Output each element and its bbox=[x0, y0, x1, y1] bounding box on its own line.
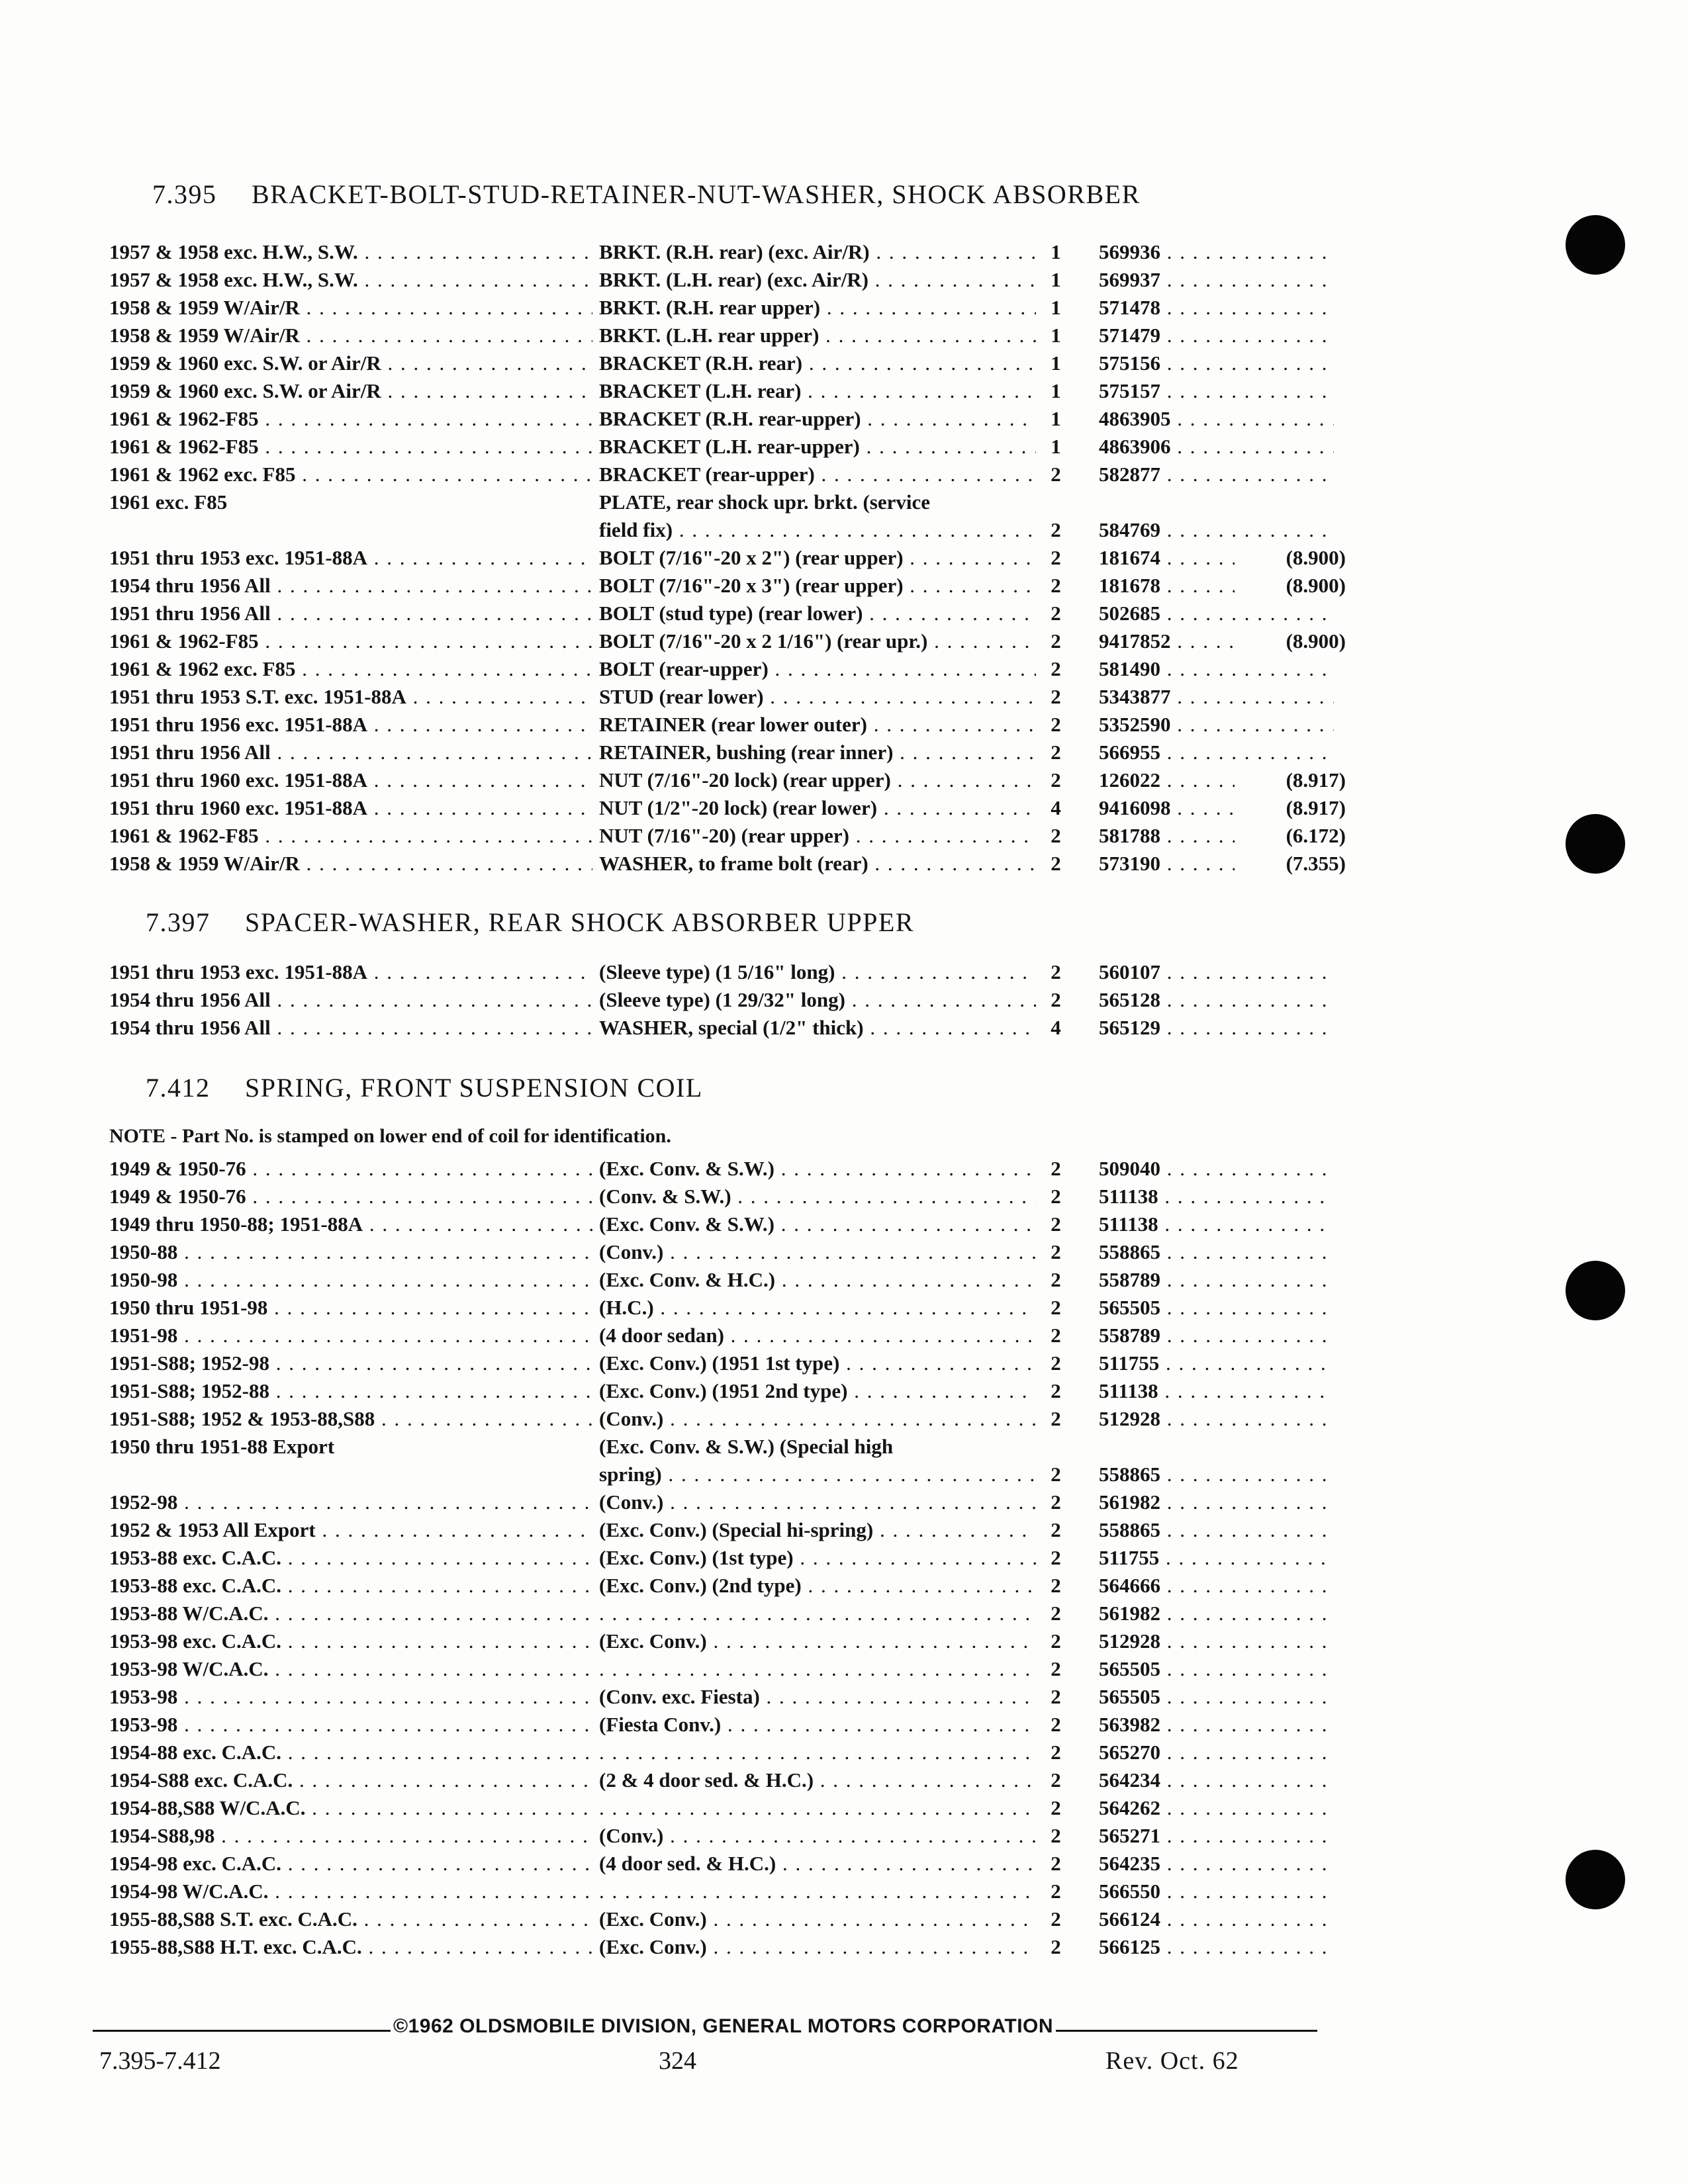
description-cell: (Exc. Conv.) . . . bbox=[599, 1933, 1036, 1961]
section-title: SPRING, FRONT SUSPENSION COIL bbox=[245, 1073, 703, 1103]
model-cell: 1953-88 exc. C.A.C. . . . bbox=[109, 1544, 592, 1572]
quantity-cell: 2 bbox=[1051, 1212, 1061, 1236]
description-cell: RETAINER (rear lower outer) . . . bbox=[599, 711, 1036, 739]
parts-row bbox=[109, 1461, 1340, 1488]
part-number-cell: 560107 . . . bbox=[1099, 958, 1334, 986]
parts-row bbox=[109, 1544, 1340, 1572]
quantity-cell: 2 bbox=[1051, 629, 1061, 653]
quantity-cell: 2 bbox=[1051, 824, 1061, 847]
quantity-cell: 2 bbox=[1051, 1185, 1061, 1208]
part-number-cell: 571479 . . . bbox=[1099, 322, 1334, 349]
section-note: NOTE - Part No. is stamped on lower end of coil for identification. bbox=[109, 1125, 671, 1147]
description-cell: (H.C.) . . . bbox=[599, 1294, 1036, 1322]
parts-row bbox=[109, 1322, 1340, 1349]
model-cell: 1961 & 1962 exc. F85 . . . bbox=[109, 655, 592, 683]
parts-row bbox=[109, 1905, 1340, 1933]
quantity-cell: 2 bbox=[1051, 1824, 1061, 1847]
description-cell: NUT (7/16"-20) (rear upper) . . . bbox=[599, 822, 1036, 850]
quantity-cell: 2 bbox=[1051, 741, 1061, 764]
part-number-cell: 558865 . . . bbox=[1099, 1238, 1334, 1266]
section-heading-7395 bbox=[152, 179, 1141, 210]
description-cell: BOLT (stud type) (rear lower) . . . bbox=[599, 600, 1036, 627]
parts-row bbox=[109, 1349, 1340, 1377]
description-cell: BOLT (7/16"-20 x 2 1/16") (rear upr.) . . . bbox=[599, 627, 1036, 655]
part-number-cell: 566955 . . . bbox=[1099, 739, 1334, 766]
quantity-cell: 4 bbox=[1051, 796, 1061, 819]
description-cell bbox=[599, 1794, 1036, 1822]
model-cell: 1951 thru 1956 All . . . bbox=[109, 739, 592, 766]
parts-row bbox=[109, 1433, 1340, 1461]
section-heading-7397 bbox=[146, 907, 914, 938]
description-cell: (Sleeve type) (1 29/32" long) . . . bbox=[599, 986, 1036, 1014]
model-cell: 1949 thru 1950-88; 1951-88A . . . bbox=[109, 1210, 592, 1238]
description-cell: (Exc. Conv. & S.W.) . . . bbox=[599, 1210, 1036, 1238]
part-number-cell: 569936 . . . bbox=[1099, 238, 1334, 266]
punch-hole-2 bbox=[1566, 814, 1625, 874]
description-cell: field fix) . . . bbox=[599, 516, 1036, 544]
description-cell: RETAINER, bushing (rear inner) . . . bbox=[599, 739, 1036, 766]
model-cell: 1953-88 W/C.A.C. . . . bbox=[109, 1600, 592, 1627]
quantity-cell: 2 bbox=[1051, 1518, 1061, 1541]
reference-cell: (8.900) bbox=[1235, 572, 1346, 600]
description-cell: (Exc. Conv. & S.W.) (Special high bbox=[599, 1435, 894, 1458]
reference-cell: (7.355) bbox=[1235, 850, 1346, 878]
quantity-cell: 1 bbox=[1051, 379, 1061, 402]
description-cell: (Sleeve type) (1 5/16" long) . . . bbox=[599, 958, 1036, 986]
parts-row bbox=[109, 377, 1340, 405]
model-cell: 1961 & 1962 exc. F85 . . . bbox=[109, 461, 592, 488]
model-cell: 1955-88,S88 S.T. exc. C.A.C. . . . bbox=[109, 1905, 592, 1933]
part-number-cell: 558789 . . . bbox=[1099, 1266, 1334, 1294]
part-number-cell: 181674 . . . bbox=[1099, 544, 1334, 572]
model-cell: 1957 & 1958 exc. H.W., S.W. . . . bbox=[109, 238, 592, 266]
quantity-cell: 2 bbox=[1051, 988, 1061, 1011]
model-cell: 1954-S88 exc. C.A.C. . . . bbox=[109, 1766, 592, 1794]
description-cell: (Conv.) . . . bbox=[599, 1238, 1036, 1266]
description-cell: BRACKET (L.H. rear-upper) . . . bbox=[599, 433, 1036, 461]
parts-row bbox=[109, 655, 1340, 683]
parts-row bbox=[109, 238, 1340, 266]
quantity-cell: 2 bbox=[1051, 574, 1061, 597]
part-number-cell: 564262 . . . bbox=[1099, 1794, 1334, 1822]
description-cell: BRACKET (rear-upper) . . . bbox=[599, 461, 1036, 488]
quantity-cell: 1 bbox=[1051, 296, 1061, 319]
part-number-cell: 4863905 . . . bbox=[1099, 405, 1334, 433]
description-cell bbox=[599, 1600, 1036, 1627]
quantity-cell: 2 bbox=[1051, 1296, 1061, 1319]
part-number-cell: 573190 . . . bbox=[1099, 850, 1334, 878]
quantity-cell: 2 bbox=[1051, 1407, 1061, 1430]
description-cell: NUT (7/16"-20 lock) (rear upper) . . . bbox=[599, 766, 1036, 794]
section-number: 7.412 bbox=[146, 1073, 211, 1103]
part-number-cell: 565128 . . . bbox=[1099, 986, 1334, 1014]
part-number-cell: 511755 . . . bbox=[1099, 1544, 1334, 1572]
model-cell: 1953-88 exc. C.A.C. . . . bbox=[109, 1572, 592, 1600]
section-heading-7412 bbox=[146, 1072, 703, 1103]
description-cell: (Exc. Conv. & H.C.) . . . bbox=[599, 1266, 1036, 1294]
quantity-cell: 2 bbox=[1051, 1602, 1061, 1625]
quantity-cell: 2 bbox=[1051, 960, 1061, 983]
footer-rule-left bbox=[93, 2030, 397, 2032]
description-cell: (Exc. Conv.) (1951 2nd type) . . . bbox=[599, 1377, 1036, 1405]
quantity-cell: 2 bbox=[1051, 1490, 1061, 1514]
quantity-cell: 2 bbox=[1051, 1629, 1061, 1653]
model-cell: 1953-98 . . . bbox=[109, 1711, 592, 1739]
parts-row bbox=[109, 488, 1340, 516]
model-cell: 1950 thru 1951-88 Export bbox=[109, 1435, 335, 1458]
description-cell: WASHER, to frame bolt (rear) . . . bbox=[599, 850, 1036, 878]
description-cell: BOLT (7/16"-20 x 2") (rear upper) . . . bbox=[599, 544, 1036, 572]
section-number: 7.395 bbox=[152, 179, 217, 209]
model-cell: 1961 & 1962-F85 . . . bbox=[109, 433, 592, 461]
parts-row bbox=[109, 516, 1340, 544]
quantity-cell: 1 bbox=[1051, 324, 1061, 347]
description-cell: (Exc. Conv.) (1st type) . . . bbox=[599, 1544, 1036, 1572]
part-number-cell: 566550 . . . bbox=[1099, 1878, 1334, 1905]
part-number-cell: 558789 . . . bbox=[1099, 1322, 1334, 1349]
quantity-cell: 2 bbox=[1051, 602, 1061, 625]
footer-page-number: 324 bbox=[659, 2047, 696, 2075]
model-cell: 1955-88,S88 H.T. exc. C.A.C. . . . bbox=[109, 1933, 592, 1961]
parts-row bbox=[109, 405, 1340, 433]
model-cell: 1954 thru 1956 All . . . bbox=[109, 986, 592, 1014]
model-cell: 1951 thru 1953 exc. 1951-88A . . . bbox=[109, 958, 592, 986]
parts-row bbox=[109, 433, 1340, 461]
punch-hole-4 bbox=[1566, 1850, 1625, 1909]
parts-row bbox=[109, 1014, 1340, 1042]
description-cell: (Exc. Conv. & S.W.) . . . bbox=[599, 1155, 1036, 1183]
reference-cell: (6.172) bbox=[1235, 822, 1346, 850]
parts-row bbox=[109, 1600, 1340, 1627]
model-cell: 1951 thru 1960 exc. 1951-88A . . . bbox=[109, 766, 592, 794]
quantity-cell: 1 bbox=[1051, 435, 1061, 458]
description-cell: STUD (rear lower) . . . bbox=[599, 683, 1036, 711]
quantity-cell: 2 bbox=[1051, 1379, 1061, 1402]
parts-row bbox=[109, 1766, 1340, 1794]
parts-row bbox=[109, 986, 1340, 1014]
parts-row bbox=[109, 683, 1340, 711]
parts-row bbox=[109, 1488, 1340, 1516]
parts-row bbox=[109, 1516, 1340, 1544]
model-cell: 1950-98 . . . bbox=[109, 1266, 592, 1294]
parts-row bbox=[109, 544, 1346, 572]
parts-row bbox=[109, 1822, 1340, 1850]
reference-cell: (8.917) bbox=[1235, 794, 1346, 822]
model-cell: 1961 & 1962-F85 . . . bbox=[109, 405, 592, 433]
model-cell: 1961 & 1962-F85 . . . bbox=[109, 822, 592, 850]
parts-row bbox=[109, 1850, 1340, 1878]
quantity-cell: 2 bbox=[1051, 1157, 1061, 1180]
quantity-cell: 2 bbox=[1051, 1324, 1061, 1347]
model-cell: 1951 thru 1956 exc. 1951-88A . . . bbox=[109, 711, 592, 739]
part-number-cell: 565270 . . . bbox=[1099, 1739, 1334, 1766]
description-cell: (Exc. Conv.) (1951 1st type) . . . bbox=[599, 1349, 1036, 1377]
part-number-cell: 565505 . . . bbox=[1099, 1655, 1334, 1683]
reference-cell: (8.900) bbox=[1235, 627, 1346, 655]
quantity-cell: 2 bbox=[1051, 1240, 1061, 1263]
quantity-cell: 2 bbox=[1051, 1852, 1061, 1875]
quantity-cell: 2 bbox=[1051, 1268, 1061, 1291]
model-cell: 1959 & 1960 exc. S.W. or Air/R . . . bbox=[109, 377, 592, 405]
part-number-cell: 575157 . . . bbox=[1099, 377, 1334, 405]
parts-row bbox=[109, 1683, 1340, 1711]
description-cell: PLATE, rear shock upr. brkt. (service bbox=[599, 490, 931, 514]
model-cell: 1954 thru 1956 All . . . bbox=[109, 1014, 592, 1042]
model-cell: 1953-98 exc. C.A.C. . . . bbox=[109, 1627, 592, 1655]
part-number-cell: 511138 . . . bbox=[1099, 1210, 1334, 1238]
section-number: 7.397 bbox=[146, 907, 211, 937]
part-number-cell: 566125 . . . bbox=[1099, 1933, 1334, 1961]
description-cell: (Exc. Conv.) . . . bbox=[599, 1905, 1036, 1933]
punch-hole-3 bbox=[1566, 1261, 1625, 1320]
quantity-cell: 2 bbox=[1051, 685, 1061, 708]
parts-row bbox=[109, 627, 1346, 655]
description-cell: (Conv. & S.W.) . . . bbox=[599, 1183, 1036, 1210]
description-cell: BRKT. (L.H. rear) (exc. Air/R) . . . bbox=[599, 266, 1036, 294]
section-rows-7395 bbox=[109, 238, 1346, 878]
model-cell: 1958 & 1959 W/Air/R . . . bbox=[109, 294, 592, 322]
part-number-cell: 5343877 . . . bbox=[1099, 683, 1334, 711]
part-number-cell: 584769 . . . bbox=[1099, 516, 1334, 544]
part-number-cell: 502685 . . . bbox=[1099, 600, 1334, 627]
description-cell: BRKT. (R.H. rear) (exc. Air/R) . . . bbox=[599, 238, 1036, 266]
model-cell: 1949 & 1950-76 . . . bbox=[109, 1183, 592, 1210]
description-cell: BRKT. (R.H. rear upper) . . . bbox=[599, 294, 1036, 322]
part-number-cell: 511138 . . . bbox=[1099, 1377, 1334, 1405]
parts-row bbox=[109, 1183, 1340, 1210]
parts-row bbox=[109, 1238, 1340, 1266]
part-number-cell: 5352590 . . . bbox=[1099, 711, 1334, 739]
quantity-cell: 2 bbox=[1051, 546, 1061, 569]
description-cell: (Fiesta Conv.) . . . bbox=[599, 1711, 1036, 1739]
part-number-cell: 512928 . . . bbox=[1099, 1627, 1334, 1655]
punch-hole-1 bbox=[1566, 215, 1625, 275]
quantity-cell: 2 bbox=[1051, 1351, 1061, 1375]
description-cell: BRACKET (R.H. rear) . . . bbox=[599, 349, 1036, 377]
description-cell: WASHER, special (1/2" thick) . . . bbox=[599, 1014, 1036, 1042]
part-number-cell: 582877 . . . bbox=[1099, 461, 1334, 488]
part-number-cell: 565129 . . . bbox=[1099, 1014, 1334, 1042]
parts-row bbox=[109, 1572, 1340, 1600]
parts-row bbox=[109, 322, 1340, 349]
quantity-cell: 2 bbox=[1051, 713, 1061, 736]
part-number-cell: 564235 . . . bbox=[1099, 1850, 1334, 1878]
quantity-cell: 2 bbox=[1051, 1574, 1061, 1597]
part-number-cell: 565505 . . . bbox=[1099, 1294, 1334, 1322]
description-cell bbox=[599, 1655, 1036, 1683]
footer-section-range: 7.395-7.412 bbox=[99, 2047, 221, 2075]
quantity-cell: 2 bbox=[1051, 1546, 1061, 1569]
quantity-cell: 2 bbox=[1051, 1463, 1061, 1486]
quantity-cell: 2 bbox=[1051, 1935, 1061, 1958]
parts-row bbox=[109, 572, 1346, 600]
parts-row bbox=[109, 958, 1340, 986]
description-cell: BRKT. (L.H. rear upper) . . . bbox=[599, 322, 1036, 349]
description-cell: (Conv.) . . . bbox=[599, 1822, 1036, 1850]
parts-row bbox=[109, 1155, 1340, 1183]
quantity-cell: 2 bbox=[1051, 852, 1061, 875]
parts-row bbox=[109, 1266, 1340, 1294]
quantity-cell: 2 bbox=[1051, 1907, 1061, 1931]
model-cell: 1954-88,S88 W/C.A.C. . . . bbox=[109, 1794, 592, 1822]
part-number-cell: 581788 . . . bbox=[1099, 822, 1334, 850]
description-cell: (Exc. Conv.) (2nd type) . . . bbox=[599, 1572, 1036, 1600]
model-cell: 1951-S88; 1952-88 . . . bbox=[109, 1377, 592, 1405]
part-number-cell: 9417852 . . . bbox=[1099, 627, 1334, 655]
parts-row bbox=[109, 711, 1340, 739]
part-number-cell: 581490 . . . bbox=[1099, 655, 1334, 683]
parts-row bbox=[109, 1210, 1340, 1238]
section-title: BRACKET-BOLT-STUD-RETAINER-NUT-WASHER, SHOCK ABSORBER bbox=[252, 179, 1141, 209]
part-number-cell: 181678 . . . bbox=[1099, 572, 1334, 600]
part-number-cell: 565505 . . . bbox=[1099, 1683, 1334, 1711]
part-number-cell: 511755 . . . bbox=[1099, 1349, 1334, 1377]
part-number-cell: 511138 . . . bbox=[1099, 1183, 1334, 1210]
model-cell: 1950-88 . . . bbox=[109, 1238, 592, 1266]
part-number-cell: 512928 . . . bbox=[1099, 1405, 1334, 1433]
parts-row bbox=[109, 294, 1340, 322]
model-cell: 1949 & 1950-76 . . . bbox=[109, 1155, 592, 1183]
quantity-cell: 4 bbox=[1051, 1016, 1061, 1039]
description-cell: (Exc. Conv.) . . . bbox=[599, 1627, 1036, 1655]
quantity-cell: 2 bbox=[1051, 1768, 1061, 1792]
model-cell: 1951-S88; 1952-98 . . . bbox=[109, 1349, 592, 1377]
quantity-cell: 2 bbox=[1051, 1741, 1061, 1764]
description-cell: BRACKET (R.H. rear-upper) . . . bbox=[599, 405, 1036, 433]
model-cell: 1961 exc. F85 bbox=[109, 490, 228, 514]
model-cell: 1951 thru 1953 S.T. exc. 1951-88A . . . bbox=[109, 683, 592, 711]
parts-row bbox=[109, 1405, 1340, 1433]
part-number-cell: 566124 . . . bbox=[1099, 1905, 1334, 1933]
parts-row bbox=[109, 1878, 1340, 1905]
part-number-cell: 9416098 . . . bbox=[1099, 794, 1334, 822]
part-number-cell: 561982 . . . bbox=[1099, 1600, 1334, 1627]
parts-row bbox=[109, 766, 1346, 794]
model-cell: 1958 & 1959 W/Air/R . . . bbox=[109, 850, 592, 878]
parts-row bbox=[109, 1739, 1340, 1766]
model-cell: 1953-98 . . . bbox=[109, 1683, 592, 1711]
quantity-cell: 1 bbox=[1051, 268, 1061, 291]
footer-revision: Rev. Oct. 62 bbox=[1105, 2047, 1239, 2075]
part-number-cell: 565271 . . . bbox=[1099, 1822, 1334, 1850]
description-cell: BOLT (7/16"-20 x 3") (rear upper) . . . bbox=[599, 572, 1036, 600]
model-cell: 1951-98 . . . bbox=[109, 1322, 592, 1349]
quantity-cell: 1 bbox=[1051, 351, 1061, 375]
quantity-cell: 2 bbox=[1051, 1685, 1061, 1708]
parts-row bbox=[109, 1294, 1340, 1322]
model-cell: 1954-98 W/C.A.C. . . . bbox=[109, 1878, 592, 1905]
parts-row bbox=[109, 739, 1340, 766]
part-number-cell: 563982 . . . bbox=[1099, 1711, 1334, 1739]
part-number-cell: 558865 . . . bbox=[1099, 1461, 1334, 1488]
parts-row bbox=[109, 349, 1340, 377]
model-cell: 1953-98 W/C.A.C. . . . bbox=[109, 1655, 592, 1683]
section-title: SPACER-WASHER, REAR SHOCK ABSORBER UPPER bbox=[245, 907, 914, 937]
parts-row bbox=[109, 1933, 1340, 1961]
quantity-cell: 2 bbox=[1051, 463, 1061, 486]
model-cell: 1951 thru 1953 exc. 1951-88A . . . bbox=[109, 544, 592, 572]
description-cell: BRACKET (L.H. rear) . . . bbox=[599, 377, 1036, 405]
model-cell: 1954-88 exc. C.A.C. . . . bbox=[109, 1739, 592, 1766]
description-cell: (2 & 4 door sed. & H.C.) . . . bbox=[599, 1766, 1036, 1794]
model-cell: 1952-98 . . . bbox=[109, 1488, 592, 1516]
parts-row bbox=[109, 850, 1346, 878]
description-cell: spring) . . . bbox=[599, 1461, 1036, 1488]
section-rows-7412 bbox=[109, 1155, 1340, 1961]
description-cell: (Conv.) . . . bbox=[599, 1488, 1036, 1516]
part-number-cell: 564666 . . . bbox=[1099, 1572, 1334, 1600]
parts-row bbox=[109, 1655, 1340, 1683]
quantity-cell: 2 bbox=[1051, 1713, 1061, 1736]
reference-cell: (8.900) bbox=[1235, 544, 1346, 572]
model-cell: 1954-98 exc. C.A.C. . . . bbox=[109, 1850, 592, 1878]
section-rows-7397 bbox=[109, 958, 1340, 1042]
model-cell: 1959 & 1960 exc. S.W. or Air/R . . . bbox=[109, 349, 592, 377]
part-number-cell: 558865 . . . bbox=[1099, 1516, 1334, 1544]
model-cell: 1958 & 1959 W/Air/R . . . bbox=[109, 322, 592, 349]
part-number-cell: 126022 . . . bbox=[1099, 766, 1334, 794]
parts-row bbox=[109, 1711, 1340, 1739]
model-cell: 1951 thru 1956 All . . . bbox=[109, 600, 592, 627]
parts-row bbox=[109, 794, 1346, 822]
quantity-cell: 2 bbox=[1051, 1880, 1061, 1903]
model-cell: 1961 & 1962-F85 . . . bbox=[109, 627, 592, 655]
model-cell: 1951 thru 1960 exc. 1951-88A . . . bbox=[109, 794, 592, 822]
description-cell: (4 door sedan) . . . bbox=[599, 1322, 1036, 1349]
description-cell: (Exc. Conv.) (Special hi-spring) . . . bbox=[599, 1516, 1036, 1544]
quantity-cell: 2 bbox=[1051, 518, 1061, 541]
quantity-cell: 2 bbox=[1051, 1796, 1061, 1819]
footer-copyright: ©1962 OLDSMOBILE DIVISION, GENERAL MOTORS CORPORATION bbox=[391, 2015, 1056, 2038]
part-number-cell: 4863906 . . . bbox=[1099, 433, 1334, 461]
model-cell: 1954-S88,98 . . . bbox=[109, 1822, 592, 1850]
quantity-cell: 2 bbox=[1051, 1657, 1061, 1680]
part-number-cell: 575156 . . . bbox=[1099, 349, 1334, 377]
quantity-cell: 2 bbox=[1051, 768, 1061, 792]
model-cell: 1954 thru 1956 All . . . bbox=[109, 572, 592, 600]
reference-cell: (8.917) bbox=[1235, 766, 1346, 794]
parts-row bbox=[109, 1794, 1340, 1822]
description-cell bbox=[599, 1739, 1036, 1766]
description-cell: (Conv. exc. Fiesta) . . . bbox=[599, 1683, 1036, 1711]
part-number-cell: 569937 . . . bbox=[1099, 266, 1334, 294]
model-cell: 1950 thru 1951-98 . . . bbox=[109, 1294, 592, 1322]
model-cell: 1952 & 1953 All Export . . . bbox=[109, 1516, 592, 1544]
part-number-cell: 509040 . . . bbox=[1099, 1155, 1334, 1183]
part-number-cell: 571478 . . . bbox=[1099, 294, 1334, 322]
description-cell: BOLT (rear-upper) . . . bbox=[599, 655, 1036, 683]
parts-row bbox=[109, 600, 1340, 627]
parts-row bbox=[109, 822, 1346, 850]
parts-row bbox=[109, 1627, 1340, 1655]
quantity-cell: 1 bbox=[1051, 240, 1061, 263]
description-cell: (4 door sed. & H.C.) . . . bbox=[599, 1850, 1036, 1878]
parts-row bbox=[109, 266, 1340, 294]
description-cell bbox=[599, 1878, 1036, 1905]
parts-row bbox=[109, 1377, 1340, 1405]
model-cell: 1957 & 1958 exc. H.W., S.W. . . . bbox=[109, 266, 592, 294]
quantity-cell: 2 bbox=[1051, 657, 1061, 680]
description-cell: NUT (1/2"-20 lock) (rear lower) . . . bbox=[599, 794, 1036, 822]
parts-row bbox=[109, 461, 1340, 488]
description-cell: (Conv.) . . . bbox=[599, 1405, 1036, 1433]
model-cell: 1951-S88; 1952 & 1953-88,S88 . . . bbox=[109, 1405, 592, 1433]
part-number-cell: 561982 . . . bbox=[1099, 1488, 1334, 1516]
quantity-cell: 1 bbox=[1051, 407, 1061, 430]
part-number-cell: 564234 . . . bbox=[1099, 1766, 1334, 1794]
